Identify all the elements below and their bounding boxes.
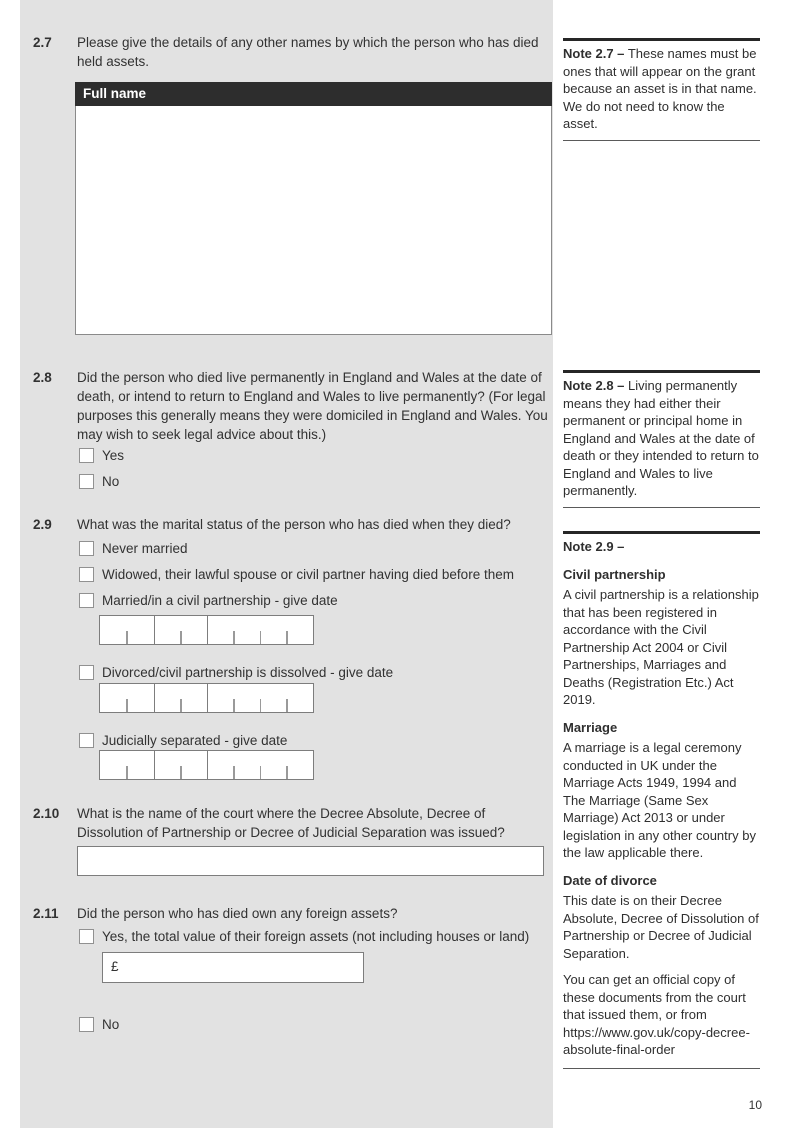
checkbox-2-9-married[interactable] (79, 593, 94, 608)
checkbox-2-9-divorced[interactable] (79, 665, 94, 680)
question-2-10-number: 2.10 (33, 806, 60, 821)
note-2-9-date-of-divorce-text-1: This date is on their Decree Absolute, Decree of Dissolution of Partnership or Decree of Judicial Separation. (563, 893, 759, 961)
note-2-9-heading-civil-partnership: Civil partnership (563, 566, 666, 582)
note-2-7-title: Note 2.7 – (563, 46, 625, 61)
question-2-8-text: Did the person who died live permanently in England and Wales at the date of death, or intend to return to England and Wales to live permanently? (For legal purposes this generally means they were domiciled in England and Wales. You may wish to seek legal advice about this.) (77, 370, 548, 442)
question-2-7-text: Please give the details of any other names by which the person who has died held assets. (77, 35, 539, 69)
note-2-8-text (563, 377, 760, 500)
note-2-9-marriage-text: A marriage is a legal ceremony conducted in UK under the Marriage Acts 1949, 1994 and The Marriage (Same Sex Marriage) Act 2013 or under legislation in any other country by the law applicable there. (563, 740, 756, 860)
date-input-divorced[interactable] (99, 683, 314, 713)
page-number: 10 (748, 1098, 762, 1112)
date-year-section (208, 751, 313, 779)
date-day-section (100, 684, 155, 712)
checkbox-2-9-married-label: Married/in a civil partnership - give date (102, 593, 338, 608)
full-name-table (75, 82, 552, 335)
court-name-input[interactable] (77, 846, 544, 876)
date-input-judicially-separated[interactable] (99, 750, 314, 780)
date-input-married[interactable] (99, 615, 314, 645)
checkbox-2-8-no-label: No (102, 474, 120, 489)
date-month-section (155, 684, 208, 712)
checkbox-2-9-widowed[interactable] (79, 567, 94, 582)
question-2-7-number: 2.7 (33, 35, 52, 50)
date-day-section (100, 616, 155, 644)
checkbox-2-8-yes-label: Yes (102, 448, 125, 463)
checkbox-2-8-yes[interactable] (79, 448, 94, 463)
checkbox-2-11-no[interactable] (79, 1017, 94, 1032)
question-2-8-number: 2.8 (33, 370, 52, 385)
checkbox-2-11-no-label: No (102, 1017, 120, 1032)
checkbox-2-9-judicially-separated[interactable] (79, 733, 94, 748)
note-2-9 (563, 531, 760, 1069)
question-2-11-number: 2.11 (33, 906, 59, 921)
checkbox-2-9-divorced-label: Divorced/civil partnership is dissolved - give date (102, 665, 394, 680)
question-2-10-text: What is the name of the court where the Decree Absolute, Decree of Dissolution of Partnership or Decree of Judicial Separation was issued? (77, 806, 505, 840)
note-2-9-heading-marriage: Marriage (563, 719, 618, 735)
full-name-input-area[interactable] (75, 106, 552, 335)
checkbox-2-9-judicially-separated-label: Judicially separated - give date (102, 733, 288, 748)
foreign-assets-amount-input[interactable] (102, 952, 364, 983)
checkbox-2-9-never-married-label: Never married (102, 541, 188, 556)
checkbox-2-9-never-married[interactable] (79, 541, 94, 556)
checkbox-2-8-no[interactable] (79, 474, 94, 489)
note-2-7-body: These names must be ones that will appear on the grant because an asset is in that name. We do not need to know the asset. (563, 46, 757, 131)
date-day-section (100, 751, 155, 779)
note-2-8-title: Note 2.8 – (563, 378, 625, 393)
currency-symbol: £ (111, 959, 119, 974)
full-name-table-header: Full name (75, 82, 552, 106)
note-2-8 (563, 370, 760, 508)
note-2-7-text (563, 45, 760, 133)
checkbox-2-11-yes[interactable] (79, 929, 94, 944)
note-2-9-civil-partnership-text: A civil partnership is a relationship that has been registered in accordance with the Civil Partnership Act 2004 or Civil Partnerships, Marriages and Deaths (Registration Etc.) Act 2019. (563, 587, 759, 707)
checkbox-2-9-widowed-label: Widowed, their lawful spouse or civil partner having died before them (102, 567, 514, 582)
note-2-9-heading-date-of-divorce: Date of divorce (563, 872, 657, 888)
date-month-section (155, 616, 208, 644)
question-2-9-number: 2.9 (33, 517, 52, 532)
note-2-9-title: Note 2.9 – (563, 539, 625, 554)
checkbox-2-11-yes-label: Yes, the total value of their foreign assets (not including houses or land) (102, 929, 530, 944)
question-2-11-text: Did the person who has died own any foreign assets? (77, 906, 398, 921)
date-year-section (208, 616, 313, 644)
date-month-section (155, 751, 208, 779)
date-year-section (208, 684, 313, 712)
note-2-8-body: Living permanently means they had either their permanent or principal home in England and Wales at the date of death or they intended to return to England and Wales to live permanently. (563, 378, 759, 498)
question-2-9-text: What was the marital status of the person who has died when they died? (77, 517, 511, 532)
note-2-9-date-of-divorce-text-2: You can get an official copy of these documents from the court that issued them, or from https://www.gov.uk/copy-decree-absolute-final-order (563, 972, 750, 1057)
note-2-7 (563, 38, 760, 141)
